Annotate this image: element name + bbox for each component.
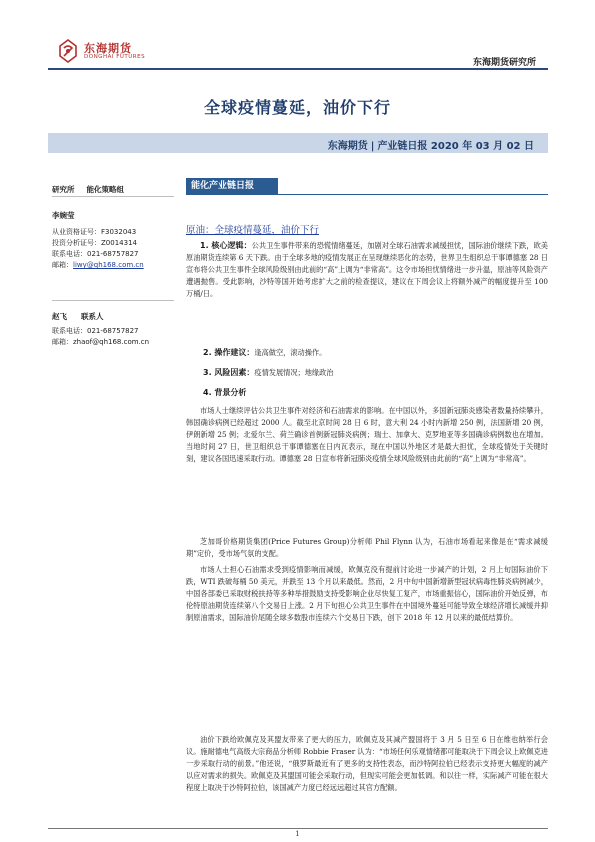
- contact-heading: [52, 311, 104, 322]
- section-subtitle[interactable]: 原油：全球疫情蔓延，油价下行: [186, 225, 320, 236]
- background-analysis-heading: 4. 背景分析: [203, 388, 247, 397]
- analyst-consult-cert: [52, 239, 137, 248]
- core-logic-text: 公共卫生事件带来的恐慌情绪蔓延，加剧对全球石油需求减缓担忧，国际油价继续下跌，欧美原油期货连续第 6 天下跌。由于全球多地的疫情发展正在呈现继续恶化的态势，世界卫生组织总干事谭德塞 28 日宣布将公共卫生事件全球风险级别由此前的“高”上调为“非常高”。这令市场担忧情绪进一步升温，原油等风险资产遭遇抛售。受此影响，沙特等国开始考虑扩大之前的检查提议，建议在下周会议上将额外减产的幅度提升至 100 万桶/日。: [186, 241, 548, 299]
- risk-factors-text: 疫情发展情况；地缘政治: [254, 368, 334, 377]
- banner-text: [328, 137, 534, 152]
- analyst-phone-label: 联系电话：: [52, 250, 87, 258]
- header-divider: [48, 68, 548, 70]
- operation-advice: [203, 347, 326, 358]
- sidebar-heading: [52, 184, 124, 195]
- analyst-email-link[interactable]: liwy@qh168.com.cn: [73, 261, 144, 269]
- contact-name: 赵飞: [52, 312, 67, 321]
- core-logic-label: 1. 核心逻辑：: [200, 241, 252, 250]
- logo-text-cn: 东海期货: [84, 42, 132, 55]
- core-logic-paragraph: [186, 240, 548, 300]
- donghai-logo-icon: [58, 39, 78, 63]
- sidebar-divider-2: [52, 300, 174, 301]
- banner-company: 东海期货: [327, 141, 368, 152]
- analyst-qualification-label: 从业资格证号：: [52, 228, 101, 236]
- operation-advice-text: 逢高做空，滚动操作。: [254, 348, 327, 357]
- background-paragraph-3: 市场人士担心石油需求受到疫情影响而减缓，欧佩克没有提前讨论进一步减产的计划，2 月上旬国际油价下跌，WTI 跌破每桶 50 美元，并跌至 13 个月以来最低。然而，2 月中旬中国新增新型冠状病毒性肺炎病例减少，中国各部委已采取财税扶持等多种举措鼓励支持受影响企业尽快复工复产，市场重振信心，国际油价开始反弹，布伦特原油期货连续第八个交易日上涨。2 月下旬担心公共卫生事件在中国境外蔓延可能导致全球经济增长减缓并抑制原油需求，国际油价尾随全球多数股市连续六个交易日下跌，创下 2018 年 12 月以来的最低结算价。: [186, 565, 548, 623]
- analyst-phone-value: 021-68757827: [87, 250, 139, 258]
- contact-phone: [52, 327, 139, 336]
- page-title: 全球疫情蔓延，油价下行: [203, 98, 391, 117]
- page-number: 1: [295, 830, 300, 838]
- analyst-name: 李婉莹: [52, 211, 75, 220]
- section-tag-rule: [186, 194, 548, 195]
- risk-factors-label: 3. 风险因素：: [203, 368, 255, 377]
- risk-factors: [203, 367, 333, 378]
- logo-text-en: DONGHAI FUTURES: [84, 54, 146, 60]
- contact-phone-label: 联系电话：: [52, 327, 87, 335]
- analyst-qualification: [52, 228, 136, 237]
- banner-report: 产业链日报 2020 年 03 月 02 日: [377, 141, 534, 152]
- analyst-qualification-value: F3032043: [101, 228, 137, 236]
- header-institute: 东海期货研究所: [472, 58, 536, 68]
- page-header: [48, 36, 548, 68]
- contact-role: 联系人: [81, 312, 104, 321]
- contact-phone-value: 021-68757827: [87, 327, 139, 335]
- analyst-email: [52, 261, 144, 270]
- sidebar-divider: [52, 196, 174, 197]
- operation-advice-label: 2. 操作建议：: [203, 348, 255, 357]
- background-paragraph-2: 芝加哥价格期货集团(Price Futures Group)分析师 Phil Flynn 认为，石油市场看起来像是在“需求减缓期”定价，受市场气氛的支配。: [186, 537, 548, 559]
- analyst-email-label: 邮箱：: [52, 261, 73, 269]
- analyst-phone: [52, 250, 139, 259]
- sidebar-institute: 研究所: [52, 185, 75, 194]
- report-banner: [48, 133, 548, 153]
- background-paragraph-4: 油价下跌给欧佩克及其盟友带来了更大的压力，欧佩克及其减产盟国将于 3 月 5 日至 6 日在维也纳举行会议。施耐德电气高级大宗商品分析师 Robbie Fraser 认为：“市场任何乐观情绪都可能取决于下周会议上欧佩克进一步采取行动的前景。”他还说，“俄罗斯最近有了更多的支持性表态，而沙特阿拉伯已经表示支持更大幅度的减产以应对需求的损失。欧佩克及其盟国可能会采取行动，但现实可能会更加低调。和以往一样，实际减产可能在很大程度上取决于沙特阿拉伯，该国减产力度已经远远超过其官方配额。: [186, 735, 548, 793]
- section-tag: 能化产业链日报: [186, 178, 278, 194]
- analyst-consult-label: 投资分析证号：: [52, 239, 101, 247]
- contact-email: [52, 338, 149, 347]
- analyst-consult-value: Z0014314: [101, 239, 137, 247]
- banner-separator: |: [370, 141, 375, 152]
- footer-divider: [48, 828, 548, 829]
- contact-email-label: 邮箱：: [52, 338, 73, 346]
- background-paragraph-1: 市场人士继续评估公共卫生事件对经济和石油需求的影响。在中国以外，多国新冠肺炎感染者数量持续攀升，韩国确诊病例已经超过 2000 人。截至北京时间 28 日 6 时，意大利 24 小时内新增 250 例，法国新增 20 例，伊朗新增 25 例；北爱尔兰、荷兰确诊首例新冠肺炎病例；瑞士、加拿大、克罗地亚等多国确诊病例数也在增加。当地时间 27 日，世卫组织总干事谭德塞在日内瓦表示，现在中国以外地区才是最大担忧，全球疫情处于关键时刻，建议各国迅速采取行动。谭德塞 28 日宣布将新冠肺炎疫情全球风险级别由此前的“高”上调为“非常高”。: [186, 406, 548, 464]
- sidebar-group: 能化策略组: [86, 185, 124, 194]
- contact-email-value[interactable]: zhaof@qh168.com.cn: [73, 338, 150, 346]
